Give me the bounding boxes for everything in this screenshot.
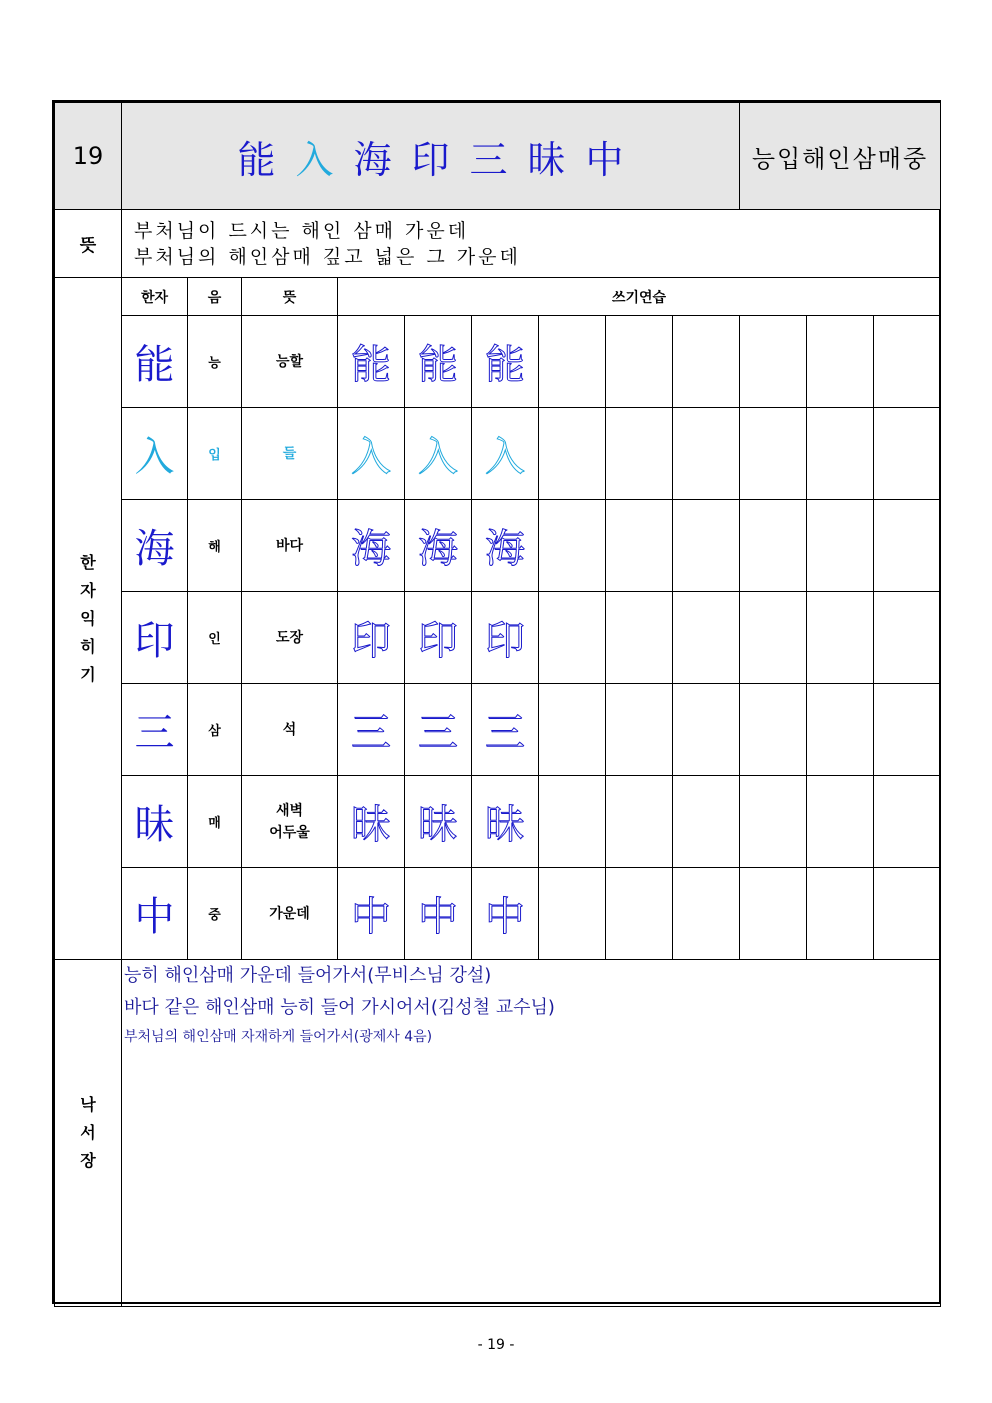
writing-cell[interactable]: [673, 868, 740, 960]
writing-cell[interactable]: [874, 316, 941, 408]
writing-cell[interactable]: [539, 500, 606, 592]
hanja-meaning: [242, 776, 338, 868]
title-char: 入: [295, 137, 334, 182]
writing-cell[interactable]: [807, 592, 874, 684]
col-header-meaning: 뜻: [242, 278, 338, 316]
writing-cell[interactable]: [740, 684, 807, 776]
notes-label-char: 낙: [80, 1095, 96, 1114]
trace-cell[interactable]: 中: [338, 868, 405, 960]
hanja-meaning: [242, 684, 338, 776]
hanja-eum: 인: [188, 592, 242, 684]
writing-cell[interactable]: [874, 592, 941, 684]
practice-header-row: [55, 278, 941, 316]
practice-row: [55, 500, 941, 592]
trace-cell[interactable]: 昧: [338, 776, 405, 868]
practice-side-label: [55, 278, 122, 960]
writing-cell[interactable]: [673, 316, 740, 408]
hanja-eum: 입: [188, 408, 242, 500]
hanja-char: 印: [122, 592, 188, 684]
trace-cell[interactable]: 入: [405, 408, 472, 500]
hanja-title: [122, 103, 740, 210]
trace-cell[interactable]: 能: [405, 316, 472, 408]
hangul-reading: 능입해인삼매중: [740, 103, 941, 210]
hanja-meaning: [242, 500, 338, 592]
title-char: 印: [411, 137, 450, 182]
writing-cell[interactable]: [606, 776, 673, 868]
writing-cell[interactable]: [606, 592, 673, 684]
writing-cell[interactable]: [807, 408, 874, 500]
writing-cell[interactable]: [606, 316, 673, 408]
hanja-eum: 중: [188, 868, 242, 960]
notes-label-char: 장: [80, 1151, 96, 1170]
writing-cell[interactable]: [807, 684, 874, 776]
writing-cell[interactable]: [673, 776, 740, 868]
side-label-char: 히: [80, 636, 96, 656]
lesson-number: 19: [55, 103, 122, 210]
hanja-meaning: [242, 408, 338, 500]
hanja-meaning-line: 바다: [275, 537, 304, 554]
notes-side-label: [55, 960, 122, 1307]
trace-cell[interactable]: 海: [472, 500, 539, 592]
meaning-text: [122, 210, 941, 278]
hanja-meaning-line: 석: [282, 721, 297, 738]
title-char: 中: [585, 137, 624, 182]
trace-cell[interactable]: 海: [405, 500, 472, 592]
writing-cell[interactable]: [673, 408, 740, 500]
meaning-line-2: 부처님의 해인삼매 깊고 넓은 그 가운데: [134, 245, 521, 268]
writing-cell[interactable]: [606, 500, 673, 592]
hanja-eum: 해: [188, 500, 242, 592]
hanja-char: 中: [122, 868, 188, 960]
writing-cell[interactable]: [606, 684, 673, 776]
writing-cell[interactable]: [539, 316, 606, 408]
trace-cell[interactable]: 三: [472, 684, 539, 776]
title-char: 三: [469, 137, 508, 182]
col-header-writing: 쓰기연습: [338, 278, 941, 316]
writing-cell[interactable]: [740, 776, 807, 868]
writing-cell[interactable]: [673, 684, 740, 776]
hanja-eum: 삼: [188, 684, 242, 776]
writing-cell[interactable]: [606, 408, 673, 500]
meaning-row: [55, 210, 941, 278]
page-number: - 19 -: [477, 1337, 515, 1353]
trace-cell[interactable]: 中: [405, 868, 472, 960]
writing-cell[interactable]: [740, 592, 807, 684]
writing-cell[interactable]: [673, 500, 740, 592]
title-char: 能: [237, 137, 276, 182]
hanja-char: 入: [122, 408, 188, 500]
hanja-char: 三: [122, 684, 188, 776]
trace-cell[interactable]: 昧: [472, 776, 539, 868]
trace-cell[interactable]: 印: [472, 592, 539, 684]
hanja-meaning-line: 들: [282, 445, 297, 462]
trace-cell[interactable]: 昧: [405, 776, 472, 868]
practice-row: [55, 316, 941, 408]
note-line: 능히 해인삼매 가운데 들어가서(무비스님 강설): [124, 965, 492, 986]
hanja-meaning-line: 가운데: [269, 905, 310, 922]
writing-cell[interactable]: [539, 592, 606, 684]
col-header-eum: 음: [188, 278, 242, 316]
hanja-meaning: [242, 592, 338, 684]
writing-cell[interactable]: [807, 316, 874, 408]
trace-cell[interactable]: 印: [405, 592, 472, 684]
meaning-line-1: 부처님이 드시는 해인 삼매 가운데: [134, 219, 470, 242]
hanja-meaning: [242, 316, 338, 408]
hanja-meaning-line: 어두울: [269, 824, 310, 841]
meaning-label: 뜻: [55, 210, 122, 278]
trace-cell[interactable]: 三: [405, 684, 472, 776]
trace-cell[interactable]: 海: [338, 500, 405, 592]
hanja-meaning: [242, 868, 338, 960]
writing-cell[interactable]: [874, 500, 941, 592]
writing-cell[interactable]: [874, 868, 941, 960]
title-row: [55, 103, 941, 210]
writing-cell[interactable]: [874, 408, 941, 500]
hanja-char: 昧: [122, 776, 188, 868]
hanja-meaning-line: 능할: [275, 353, 304, 370]
title-char: 海: [353, 137, 392, 182]
writing-cell[interactable]: [740, 316, 807, 408]
practice-row: [55, 684, 941, 776]
writing-cell[interactable]: [539, 684, 606, 776]
hanja-eum: 매: [188, 776, 242, 868]
writing-cell[interactable]: [606, 868, 673, 960]
practice-row: [55, 408, 941, 500]
writing-cell[interactable]: [874, 684, 941, 776]
trace-cell[interactable]: 入: [472, 408, 539, 500]
writing-cell[interactable]: [740, 500, 807, 592]
trace-cell[interactable]: 中: [472, 868, 539, 960]
practice-row: [55, 776, 941, 868]
notes-area[interactable]: [122, 960, 941, 1307]
notes-label-char: 서: [80, 1123, 96, 1142]
writing-cell[interactable]: [874, 776, 941, 868]
hanja-char: 海: [122, 500, 188, 592]
writing-cell[interactable]: [740, 868, 807, 960]
worksheet-table: [54, 102, 941, 1307]
side-label-char: 한: [80, 552, 96, 572]
col-header-hanja: 한자: [122, 278, 188, 316]
writing-cell[interactable]: [740, 408, 807, 500]
trace-cell[interactable]: 入: [338, 408, 405, 500]
worksheet: [52, 100, 941, 1304]
hanja-eum: 능: [188, 316, 242, 408]
writing-cell[interactable]: [673, 592, 740, 684]
writing-cell[interactable]: [807, 868, 874, 960]
writing-cell[interactable]: [807, 500, 874, 592]
writing-cell[interactable]: [539, 776, 606, 868]
hanja-char: 能: [122, 316, 188, 408]
trace-cell[interactable]: 能: [472, 316, 539, 408]
title-char: 昧: [527, 137, 566, 182]
trace-cell[interactable]: 三: [338, 684, 405, 776]
hanja-meaning-line: 새벽: [275, 802, 304, 819]
note-line: 부처님의 해인삼매 자재하게 들어가서(광제사 4음): [124, 1029, 433, 1045]
side-label-char: 자: [80, 580, 96, 600]
trace-cell[interactable]: 印: [338, 592, 405, 684]
writing-cell[interactable]: [807, 776, 874, 868]
writing-cell[interactable]: [539, 408, 606, 500]
side-label-char: 익: [80, 608, 96, 628]
hanja-meaning-line: 도장: [275, 629, 304, 646]
writing-cell[interactable]: [539, 868, 606, 960]
side-label-char: 기: [80, 664, 96, 684]
trace-cell[interactable]: 能: [338, 316, 405, 408]
practice-row: [55, 592, 941, 684]
practice-row: [55, 868, 941, 960]
notes-row: [55, 960, 941, 1307]
note-line: 바다 같은 해인삼매 능히 들어 가시어서(김성철 교수님): [124, 997, 555, 1018]
